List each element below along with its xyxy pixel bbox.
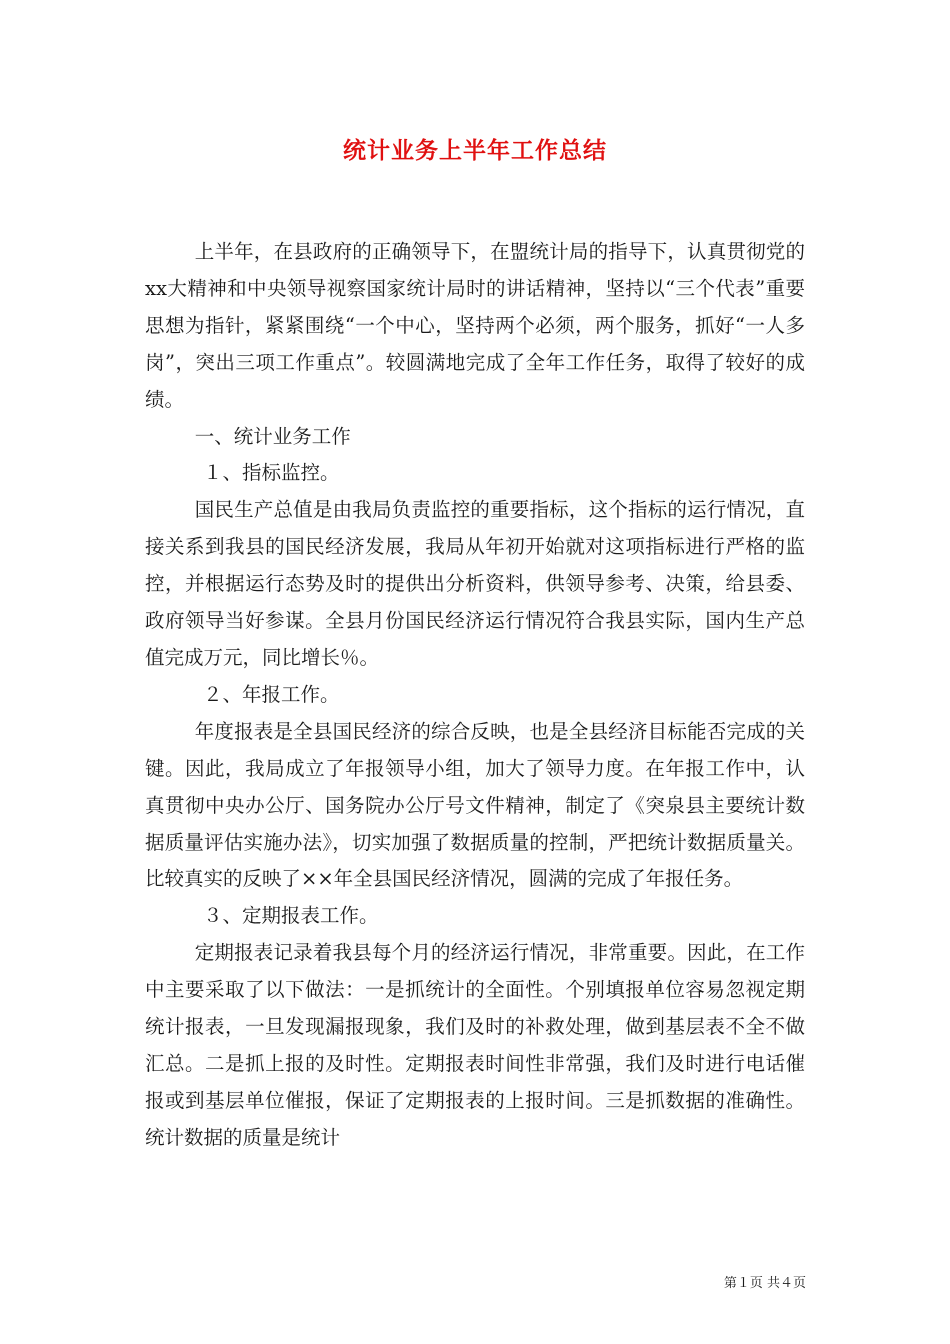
subheading-periodic-report: ３、定期报表工作。 bbox=[203, 904, 379, 928]
document-title: 统计业务上半年工作总结 bbox=[343, 137, 607, 164]
paragraph-annual-report: 年度报表是全县国民经济的综合反映，也是全县经济目标能否完成的关键。因此，我局成立了年报领导小组，加大了领导力度。在年报工作中，认真贯彻中央办公厅、国务院办公厅号文件精神，制定了《突泉县主要统计数据质量评估实施办法》，切实加强了数据质量的控制，严把统计数据质量关。比较真实的反映了××年全县国民经济情况，圆满的完成了年报任务。 bbox=[145, 719, 805, 891]
section-heading-statistics-work: 一、统计业务工作 bbox=[194, 424, 351, 448]
page-number: 第１页 共４页 bbox=[723, 1276, 806, 1291]
subheading-annual-report: ２、年报工作。 bbox=[203, 682, 340, 706]
document-body bbox=[145, 234, 805, 1157]
paragraph-periodic-report: 定期报表记录着我县每个月的经济运行情况，非常重要。因此，在工作中主要采取了以下做法：一是抓统计的全面性。个别填报单位容易忽视定期统计报表，一旦发现漏报现象，我们及时的补救处理，做到基层表不全不做汇总。二是抓上报的及时性。定期报表时间性非常强，我们及时进行电话催报或到基层单位催报，保证了定期报表的上报时间。三是抓数据的准确性。统计数据的质量是统计 bbox=[145, 941, 805, 1149]
subheading-indicator-monitoring: １、指标监控。 bbox=[203, 461, 340, 485]
paragraph-indicator-monitoring: 国民生产总值是由我局负责监控的重要指标，这个指标的运行情况，直接关系到我县的国民经济发展，我局从年初开始就对这项指标进行严格的监控，并根据运行态势及时的提供出分析资料，供领导参考、决策，给县委、政府领导当好参谋。全县月份国民经济运行情况符合我县实际，国内生产总值完成万元，同比增长％。 bbox=[145, 498, 805, 669]
paragraph-intro: 上半年，在县政府的正确领导下，在盟统计局的指导下，认真贯彻党的xx大精神和中央领导视察国家统计局时的讲话精神，坚持以“三个代表”重要思想为指针，紧紧围绕“一个中心，坚持两个必须，两个服务，抓好“一人多岗”，突出三项工作重点”。较圆满地完成了全年工作任务，取得了较好的成绩。 bbox=[145, 240, 805, 411]
